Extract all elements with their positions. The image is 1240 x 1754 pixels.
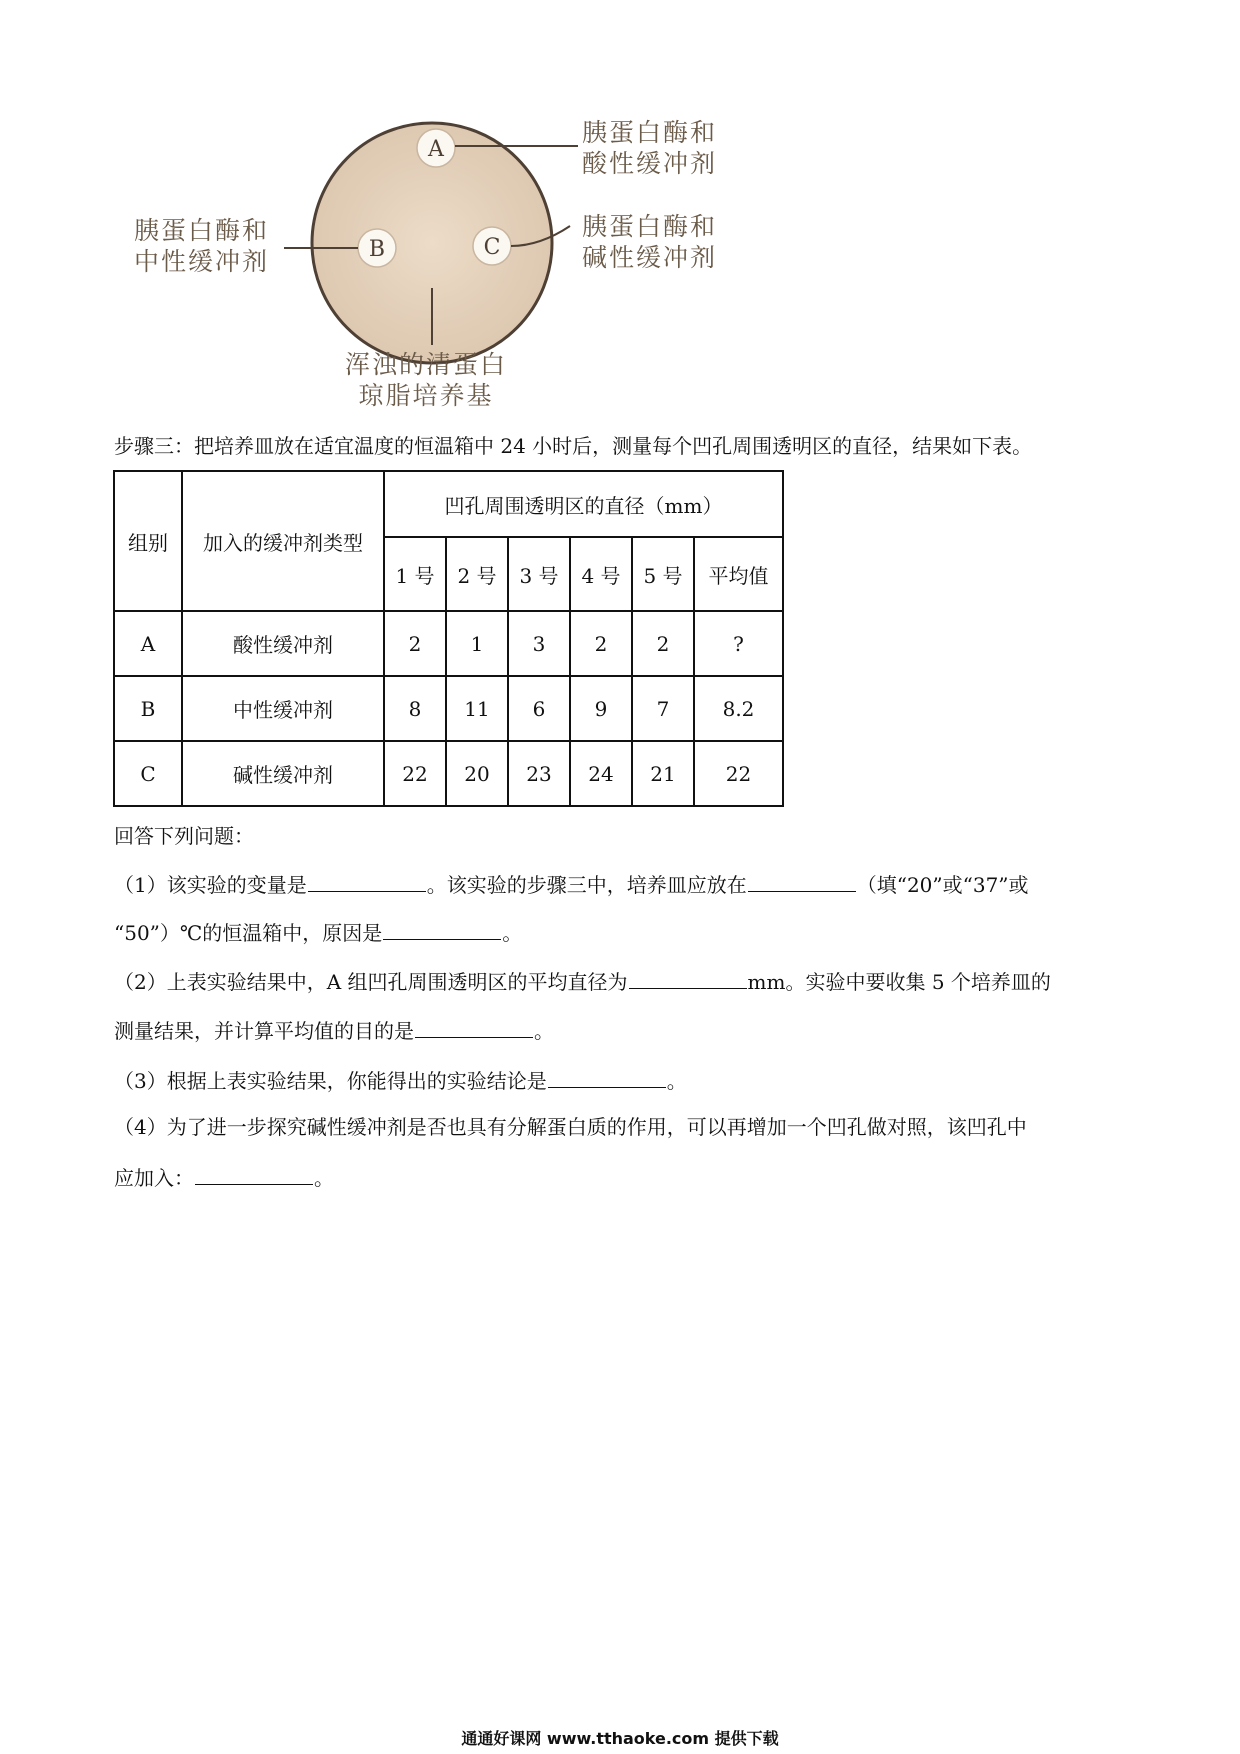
q2-text-a: （2）上表实验结果中，A 组凹孔周围透明区的平均直径为 bbox=[114, 970, 628, 994]
row-value: 22 bbox=[384, 741, 446, 806]
row-value: 20 bbox=[446, 741, 508, 806]
row-value: 6 bbox=[508, 676, 570, 741]
question-4-line-1: （4）为了进一步探究碱性缓冲剂是否也具有分解蛋白质的作用，可以再增加一个凹孔做对照，该凹孔中 bbox=[114, 1115, 1027, 1139]
row-value: 2 bbox=[570, 611, 632, 676]
question-4-line-2 bbox=[114, 1164, 334, 1191]
q2-text-b: mm。实验中要收集 5 个培养皿的 bbox=[747, 970, 1051, 994]
row-group: A bbox=[114, 611, 182, 676]
row-average: ? bbox=[694, 611, 783, 676]
q1-text-c: （填“20”或“37”或 bbox=[856, 873, 1029, 897]
q1-text-e: 。 bbox=[502, 921, 523, 945]
row-value: 2 bbox=[384, 611, 446, 676]
q1-text-a: （1）该实验的变量是 bbox=[114, 873, 307, 897]
row-value: 7 bbox=[632, 676, 694, 741]
petri-dish-figure bbox=[0, 0, 1240, 420]
row-value: 24 bbox=[570, 741, 632, 806]
table-row bbox=[114, 611, 783, 676]
well-a-letter: A bbox=[428, 137, 444, 162]
row-average: 22 bbox=[694, 741, 783, 806]
row-buffer: 中性缓冲剂 bbox=[182, 676, 384, 741]
page-footer: 通通好课网 www.tthaoke.com 提供下载 bbox=[461, 1729, 779, 1748]
header-buffer-type: 加入的缓冲剂类型 bbox=[182, 471, 384, 611]
label-well-c: 胰蛋白酶和 碱性缓冲剂 bbox=[582, 212, 718, 272]
label-well-a: 胰蛋白酶和 酸性缓冲剂 bbox=[582, 118, 718, 178]
question-2-line-1 bbox=[114, 968, 1051, 995]
answer-blank-q1-reason[interactable] bbox=[383, 919, 501, 940]
q2-text-c: 测量结果，并计算平均值的目的是 bbox=[114, 1019, 414, 1043]
subheader-cell: 1 号 bbox=[384, 537, 446, 611]
question-1-line-1 bbox=[114, 871, 1029, 898]
subheader-cell: 3 号 bbox=[508, 537, 570, 611]
label-well-b: 胰蛋白酶和 中性缓冲剂 bbox=[134, 216, 270, 276]
row-buffer: 碱性缓冲剂 bbox=[182, 741, 384, 806]
table-row bbox=[114, 741, 783, 806]
question-1-line-2 bbox=[114, 919, 522, 946]
answer-blank-q2-average[interactable] bbox=[629, 968, 747, 989]
subheader-cell: 平均值 bbox=[694, 537, 783, 611]
well-c-letter: C bbox=[483, 235, 501, 260]
row-group: C bbox=[114, 741, 182, 806]
row-average: 8.2 bbox=[694, 676, 783, 741]
row-value: 3 bbox=[508, 611, 570, 676]
subheader-cell: 5 号 bbox=[632, 537, 694, 611]
answer-blank-q3-conclusion[interactable] bbox=[548, 1067, 666, 1088]
table-row bbox=[114, 676, 783, 741]
label-medium: 浑浊的清蛋白 琼脂培养基 bbox=[345, 350, 508, 410]
q4-text-b: 应加入： bbox=[114, 1166, 194, 1190]
header-group: 组别 bbox=[114, 471, 182, 611]
row-value: 9 bbox=[570, 676, 632, 741]
questions-intro: 回答下列问题： bbox=[114, 824, 254, 848]
question-2-line-2 bbox=[114, 1017, 554, 1044]
row-buffer: 酸性缓冲剂 bbox=[182, 611, 384, 676]
results-table bbox=[113, 470, 784, 807]
step3-text: 步骤三：把培养皿放在适宜温度的恒温箱中 24 小时后，测量每个凹孔周围透明区的直径，结果如下表。 bbox=[114, 434, 1033, 458]
q2-text-d: 。 bbox=[534, 1019, 554, 1043]
subheader-cell: 2 号 bbox=[446, 537, 508, 611]
answer-blank-q1-temperature[interactable] bbox=[748, 871, 856, 892]
well-b-letter: B bbox=[368, 237, 386, 262]
answer-blank-q1-variable[interactable] bbox=[308, 871, 426, 892]
row-value: 1 bbox=[446, 611, 508, 676]
row-group: B bbox=[114, 676, 182, 741]
row-value: 8 bbox=[384, 676, 446, 741]
answer-blank-q2-purpose[interactable] bbox=[415, 1017, 533, 1038]
q3-text-b: 。 bbox=[666, 1069, 687, 1093]
header-diameter: 凹孔周围透明区的直径（mm） bbox=[384, 471, 783, 537]
petri-dish-diagram bbox=[0, 0, 1240, 420]
answer-blank-q4-control[interactable] bbox=[195, 1164, 313, 1185]
q1-text-b: 。该实验的步骤三中，培养皿应放在 bbox=[426, 873, 747, 897]
row-value: 11 bbox=[446, 676, 508, 741]
row-value: 2 bbox=[632, 611, 694, 676]
q4-text-c: 。 bbox=[314, 1166, 334, 1190]
row-value: 23 bbox=[508, 741, 570, 806]
row-value: 21 bbox=[632, 741, 694, 806]
subheader-cell: 4 号 bbox=[570, 537, 632, 611]
table-header-row bbox=[114, 471, 783, 537]
q1-text-d: “50”）℃的恒温箱中，原因是 bbox=[114, 921, 383, 945]
q3-text-a: （3）根据上表实验结果，你能得出的实验结论是 bbox=[114, 1069, 547, 1093]
question-3-line-1 bbox=[114, 1067, 687, 1094]
